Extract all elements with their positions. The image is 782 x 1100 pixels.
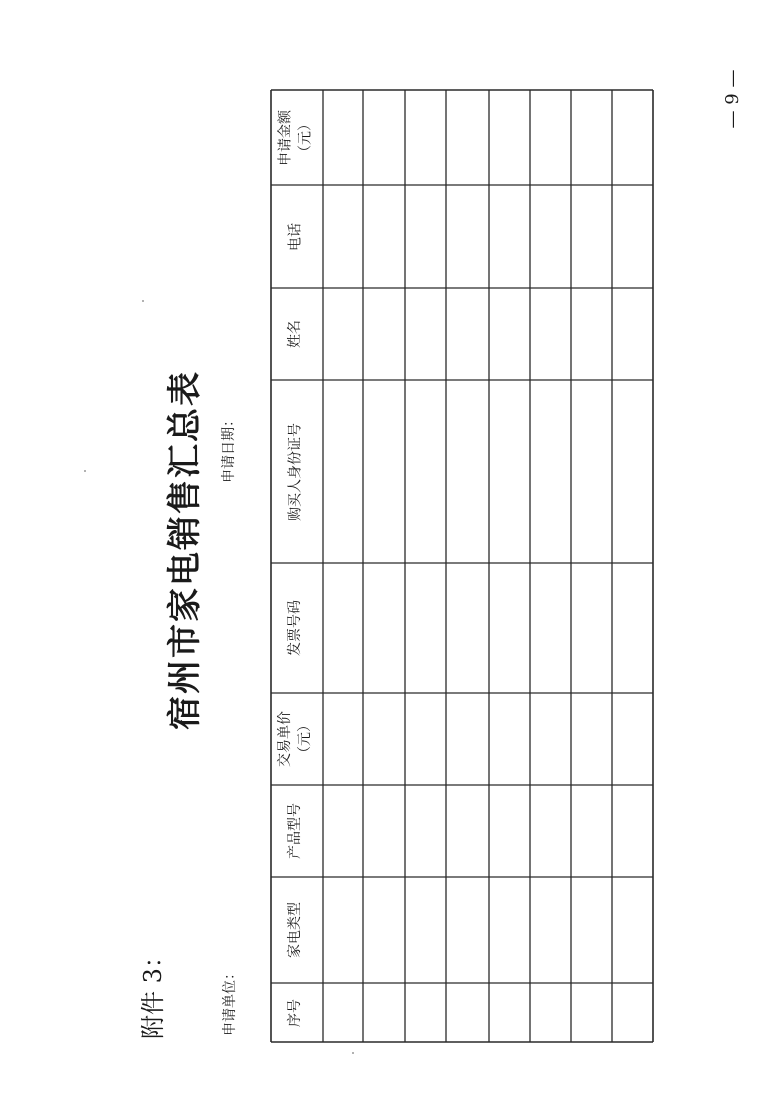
annex-label: 附件 3： [139,944,167,1039]
scan-speck [84,470,86,472]
page-number: — 9 — [722,69,743,129]
application-date-label: 申请日期： [221,413,237,483]
scan-speck [142,300,144,302]
table-header-label: 姓名 [287,320,303,348]
table-header-cell [275,697,319,781]
table-header-label: 序号 [287,998,303,1027]
table-header-cell [275,567,319,689]
table-header-cell [275,881,319,979]
table-header-label: 发票号码 [287,600,303,656]
table-header-label: 家电类型 [287,902,303,958]
table-header-cell [275,94,319,181]
table-header-label: 购买人身份证号 [287,422,303,521]
table-header-label: 申请金额 [277,109,293,166]
applicant-unit-label: 申请单位： [222,966,238,1036]
table-header-cell [275,189,319,284]
table-header-cell [275,384,319,559]
table-header-unit: （元） [297,116,313,159]
page-title: 宿州市家电销售汇总表 [165,370,205,730]
table-header-label: 产品型号 [287,803,303,859]
table-header-cell [275,292,319,376]
table-header-cell [275,789,319,873]
table-header-unit: （元） [297,718,313,760]
table-header-label: 交易单价 [277,711,293,767]
table-header-label: 电话 [287,222,303,251]
table-header-cell [275,983,319,1043]
scan-speck [352,1052,354,1054]
